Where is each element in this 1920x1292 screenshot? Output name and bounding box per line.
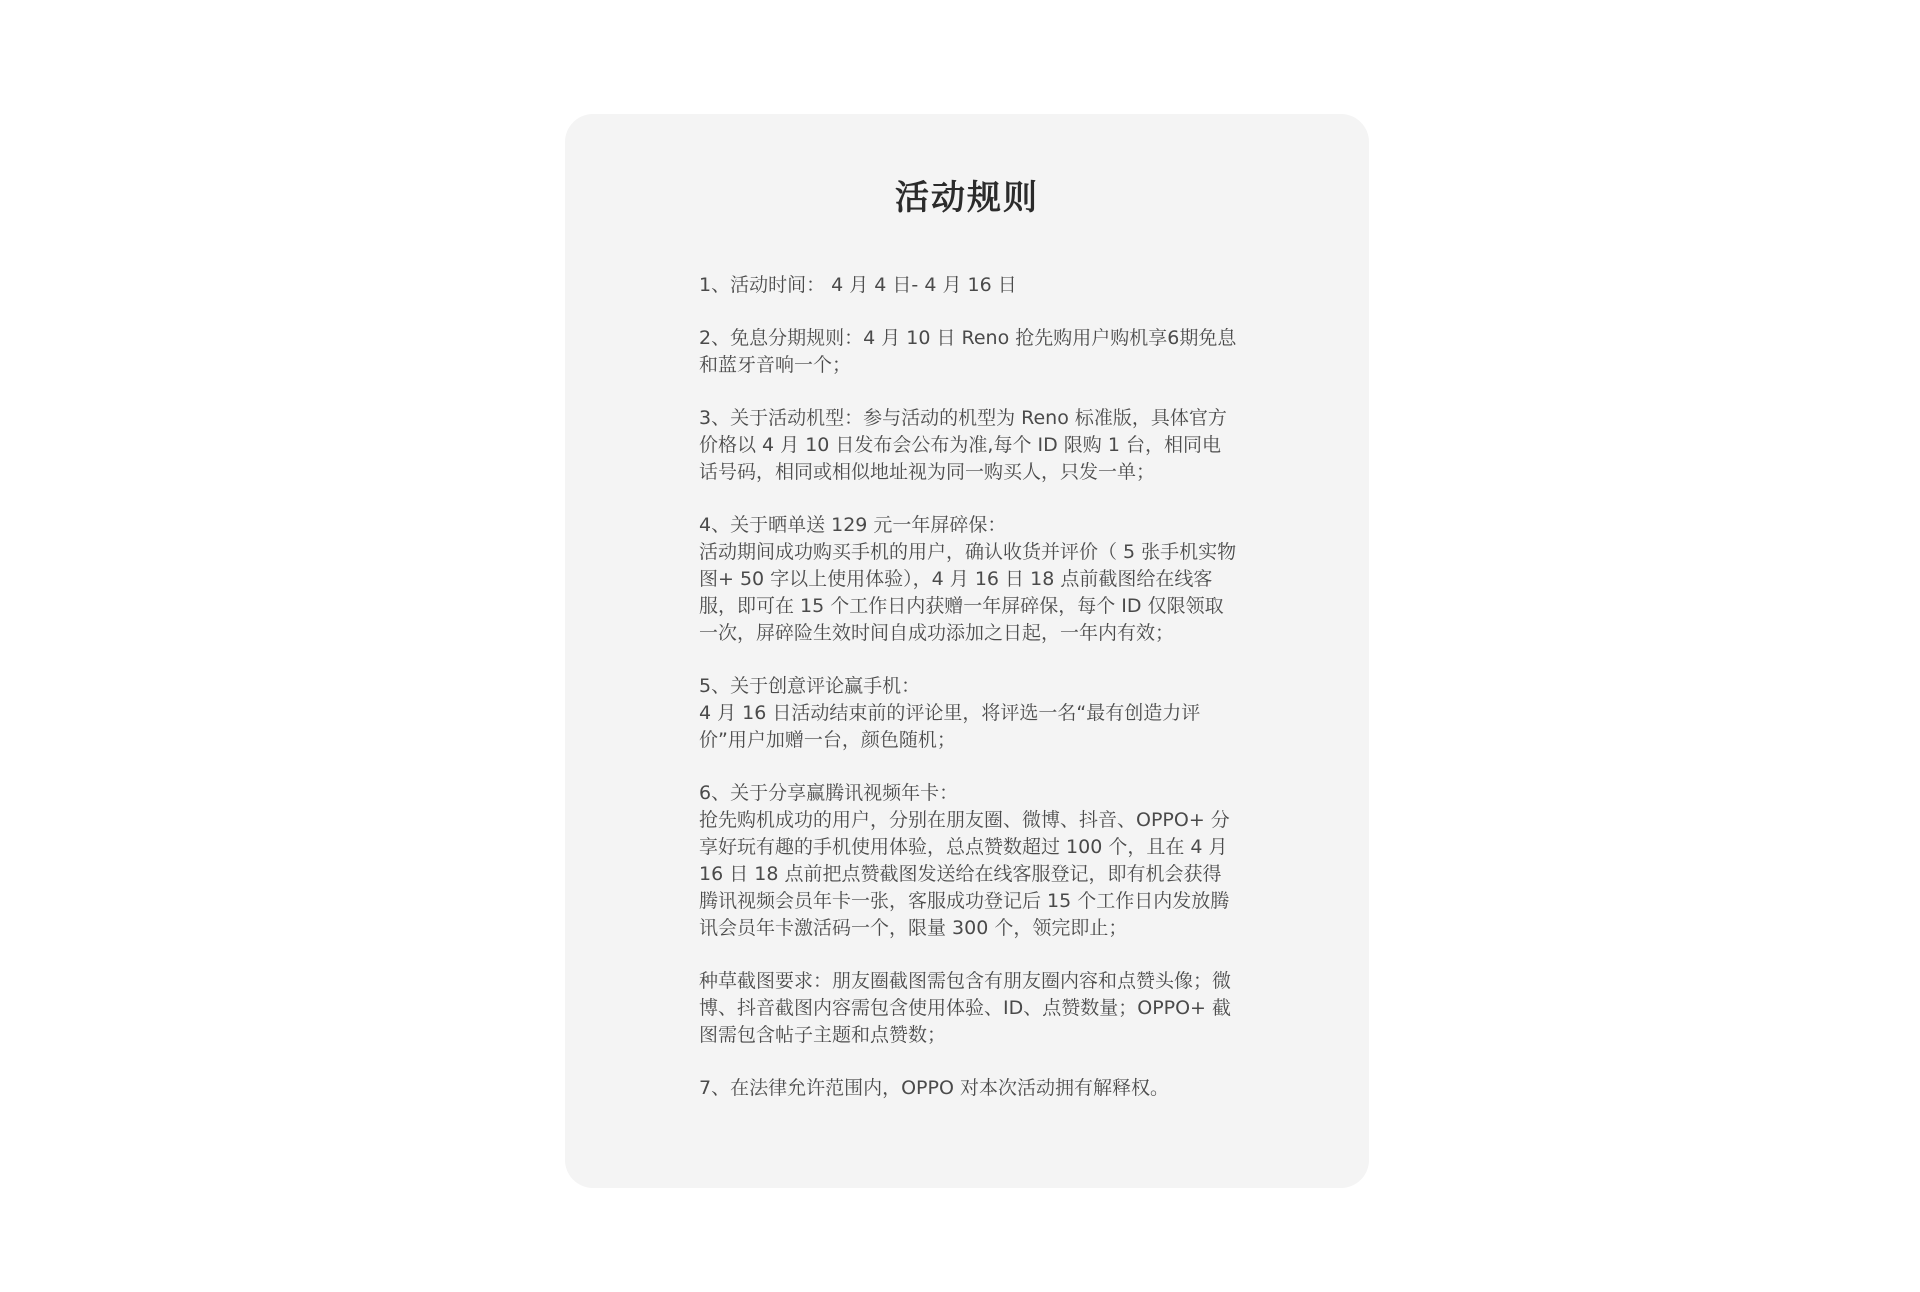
rule-text: 种草截图要求：朋友圈截图需包含有朋友圈内容和点赞头像；微博、抖音截图内容需包含使用体验、ID、点赞数量；OPPO+ 截图需包含帖子主题和点赞数；: [699, 970, 1232, 1046]
rule-text: 抢先购机成功的用户，分别在朋友圈、微博、抖音、OPPO+ 分享好玩有趣的手机使用体验，总点赞数超过 100 个，且在 4 月 16 日 18 点前把点赞截图发送给在线客服登记，即有机会获得腾讯视频会员年卡一张，客服成功登记后 15 个工作日内发放腾讯会员年卡激活码一个，限量 300 个，领完即止；: [699, 809, 1230, 939]
rule-heading: 4、关于晒单送 129 元一年屏碎保：: [699, 514, 1007, 536]
rule-item: [699, 780, 1239, 942]
rule-text: 3、关于活动机型：参与活动的机型为 Reno 标准版，具体官方价格以 4 月 10 日发布会公布为准,每个 ID 限购 1 台，相同电话号码，相同或相似地址视为同一购买人，只发一单；: [699, 407, 1227, 483]
rule-item: [699, 512, 1239, 647]
rule-item: [699, 673, 1239, 754]
rule-item: [699, 968, 1239, 1049]
rule-text: 1、活动时间： 4 月 4 日- 4 月 16 日: [699, 274, 1017, 296]
rule-item: [699, 325, 1239, 379]
rules-card: [565, 114, 1369, 1188]
rule-text: 活动期间成功购买手机的用户，确认收货并评价（ 5 张手机实物图+ 50 字以上使用体验），4 月 16 日 18 点前截图给在线客服，即可在 15 个工作日内获赠一年屏碎保，每个 ID 仅限领取一次，屏碎险生效时间自成功添加之日起，一年内有效；: [699, 541, 1237, 644]
rule-text: 7、在法律允许范围内，OPPO 对本次活动拥有解释权。: [699, 1077, 1169, 1099]
rule-text: 4 月 16 日活动结束前的评论里，将评选一名“最有创造力评价”用户加赠一台，颜色随机；: [699, 702, 1201, 751]
rule-item: [699, 1075, 1239, 1102]
page-title: 活动规则: [895, 178, 1039, 218]
rule-item: [699, 272, 1239, 299]
rule-heading: 5、关于创意评论赢手机：: [699, 675, 921, 697]
rules-list: [699, 272, 1239, 1128]
rule-text: 2、免息分期规则：4 月 10 日 Reno 抢先购用户购机享6期免息和蓝牙音响一个；: [699, 327, 1237, 376]
rule-item: [699, 405, 1239, 486]
rule-heading: 6、关于分享赢腾讯视频年卡：: [699, 782, 959, 804]
